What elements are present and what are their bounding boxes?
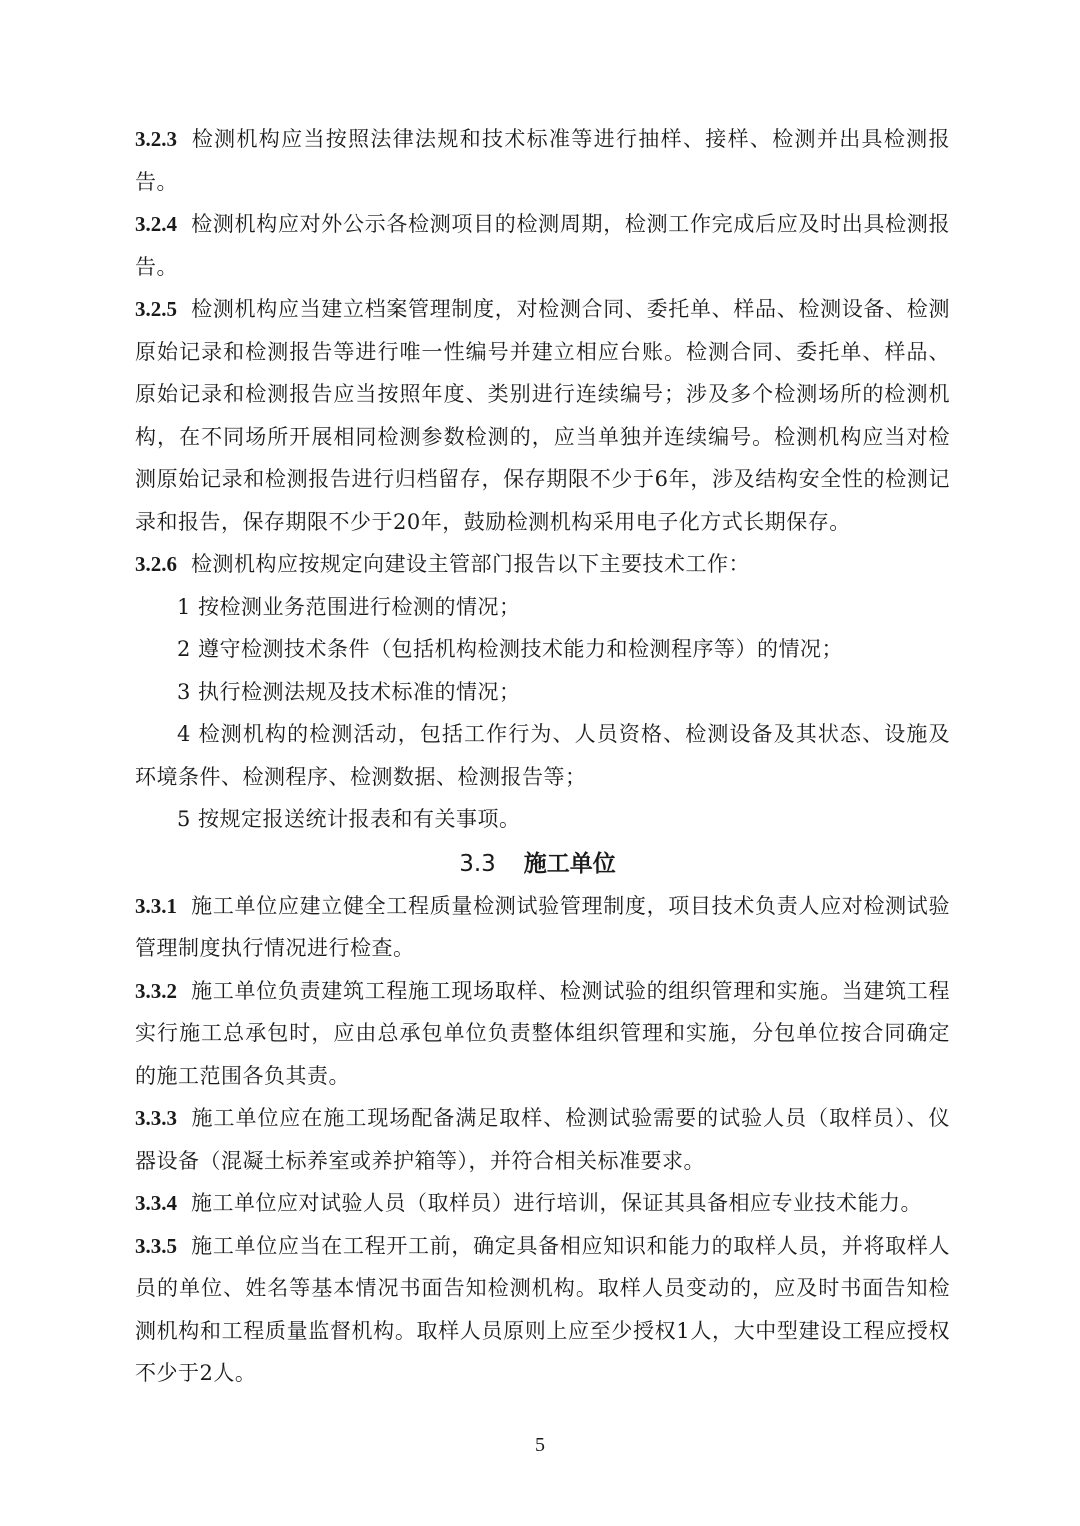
clause-number: 3.2.5: [135, 297, 177, 321]
clause-3-2-3: [135, 118, 950, 203]
clause-text: 施工单位负责建筑工程施工现场取样、检测试验的组织管理和实施。当建筑工程实行施工总承包时，应由总承包单位负责整体组织管理和实施，分包单位按合同确定的施工范围各负其责。: [135, 978, 950, 1088]
clause-number: 3.3.3: [135, 1106, 177, 1130]
clause-text: 施工单位应当在工程开工前，确定具备相应知识和能力的取样人员，并将取样人员的单位、姓名等基本情况书面告知检测机构。取样人员变动的，应及时书面告知检测机构和工程质量监督机构。取样人员原则上应至少授权1人，大中型建设工程应授权不少于2人。: [135, 1233, 950, 1385]
page-content: [135, 118, 950, 1395]
clause-text: 检测机构应对外公示各检测项目的检测周期，检测工作完成后应及时出具检测报告。: [135, 212, 950, 279]
clause-3-3-4: [135, 1182, 950, 1225]
clause-3-2-4: [135, 203, 950, 288]
clause-text: 检测机构应当建立档案管理制度，对检测合同、委托单、样品、检测设备、检测原始记录和检测报告等进行唯一性编号并建立相应台账。检测合同、委托单、样品、原始记录和检测报告应当按照年度、类别进行连续编号；涉及多个检测场所的检测机构，在不同场所开展相同检测参数检测的，应当单独并连续编号。检测机构应当对检测原始记录和检测报告进行归档留存，保存期限不少于6年，涉及结构安全性的检测记录和报告，保存期限不少于20年，鼓励检测机构采用电子化方式长期保存。: [135, 297, 950, 534]
clause-text: 检测机构应按规定向建设主管部门报告以下主要技术工作：: [191, 552, 750, 576]
clause-number: 3.3.5: [135, 1233, 177, 1258]
clause-text: 施工单位应在施工现场配备满足取样、检测试验需要的试验人员（取样员）、仪器设备（混凝土标养室或养护箱等），并符合相关标准要求。: [135, 1106, 950, 1173]
clause-number: 3.3.2: [135, 978, 177, 1003]
list-item: 1 按检测业务范围进行检测的情况；: [177, 594, 521, 619]
clause-3-2-5: [135, 288, 950, 543]
list-item: 2 遵守检测技术条件（包括机构检测技术能力和检测程序等）的情况；: [177, 637, 844, 661]
clause-number: 3.2.6: [135, 552, 177, 576]
list-item: 5 按规定报送统计报表和有关事项。: [177, 807, 521, 831]
section-number: 3.3: [459, 850, 496, 877]
clause-3-3-5: [135, 1225, 950, 1395]
clause-3-3-2: [135, 970, 950, 1098]
list-item: 3 执行检测法规及技术标准的情况；: [177, 679, 521, 704]
clause-number: 3.2.4: [135, 212, 177, 236]
clause-number: 3.2.3: [135, 127, 177, 151]
clause-3-3-3: [135, 1097, 950, 1182]
section-heading: [135, 843, 950, 885]
clause-text: 检测机构应当按照法律法规和技术标准等进行抽样、接样、检测并出具检测报告。: [135, 127, 950, 194]
clause-text: 施工单位应建立健全工程质量检测试验管理制度，项目技术负责人应对检测试验管理制度执行情况进行检查。: [135, 893, 950, 960]
clause-number: 3.3.4: [135, 1191, 177, 1215]
clause-number: 3.3.1: [135, 893, 177, 918]
clause-3-3-1: [135, 885, 950, 970]
clause-text: 施工单位应对试验人员（取样员）进行培训，保证其具备相应专业技术能力。: [191, 1191, 922, 1215]
section-title: 施工单位: [523, 850, 616, 877]
page-number: 5: [535, 1434, 545, 1456]
clause-3-2-6: [135, 543, 950, 586]
list-item: 4 检测机构的检测活动，包括工作行为、人员资格、检测设备及其状态、设施及环境条件、检测程序、检测数据、检测报告等；: [135, 722, 950, 789]
